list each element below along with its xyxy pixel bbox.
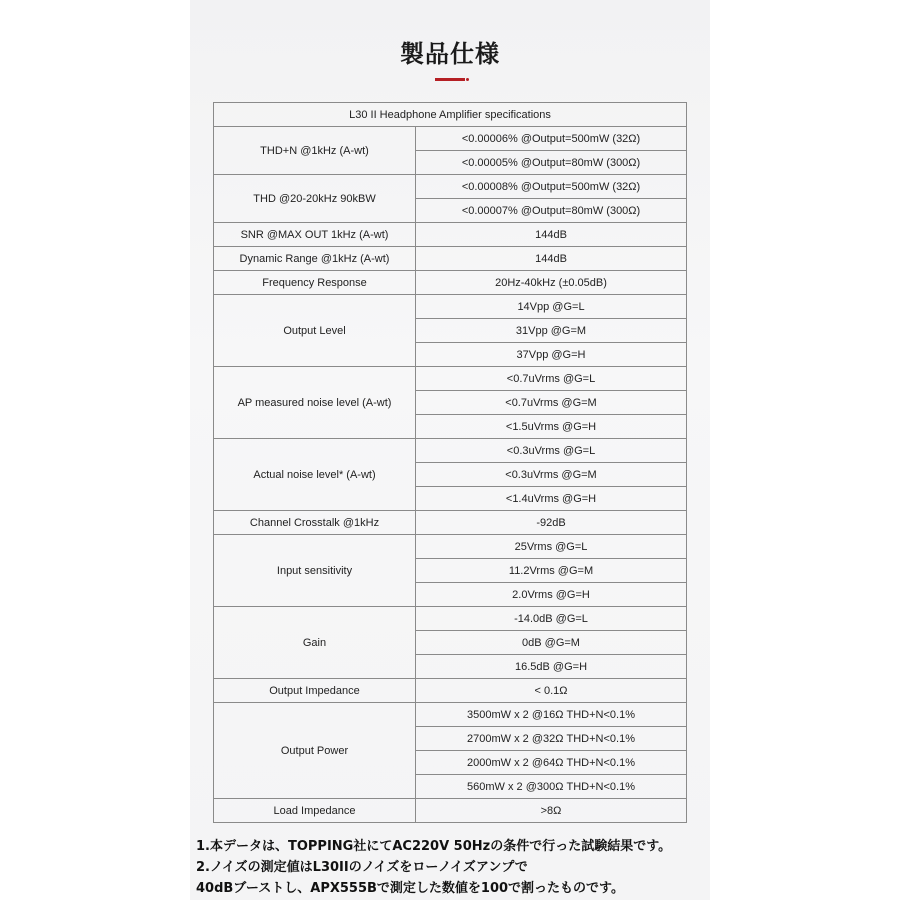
page-title: 製品仕様 — [400, 40, 500, 68]
spec-label: AP measured noise level (A-wt) — [214, 367, 416, 439]
spec-value: -92dB — [416, 511, 687, 535]
spec-value: 16.5dB @G=H — [416, 655, 687, 679]
spec-value: 20Hz-40kHz (±0.05dB) — [416, 271, 687, 295]
spec-label: THD @20-20kHz 90kBW — [214, 175, 416, 223]
spec-label: Output Impedance — [214, 679, 416, 703]
left-margin — [0, 0, 190, 900]
table-row — [214, 511, 687, 535]
spec-value: 2000mW x 2 @64Ω THD+N<0.1% — [416, 751, 687, 775]
spec-value: 2.0Vrms @G=H — [416, 583, 687, 607]
spec-label: Channel Crosstalk @1kHz — [214, 511, 416, 535]
spec-value: <0.3uVrms @G=M — [416, 463, 687, 487]
spec-label: Load Impedance — [214, 799, 416, 823]
title-underline-dot — [466, 78, 469, 81]
table-row — [214, 295, 687, 319]
spec-label: Output Power — [214, 703, 416, 799]
spec-value: <0.00005% @Output=80mW (300Ω) — [416, 151, 687, 175]
spec-value: <1.4uVrms @G=H — [416, 487, 687, 511]
footnote-3: 40dBブーストし、APX555Bで測定した数値を100で割ったものです。 — [196, 881, 625, 896]
spec-label: Frequency Response — [214, 271, 416, 295]
spec-table — [213, 102, 687, 823]
spec-label: Gain — [214, 607, 416, 679]
title-underline — [435, 78, 465, 81]
right-margin — [710, 0, 900, 900]
table-row — [214, 175, 687, 199]
spec-label: Dynamic Range @1kHz (A-wt) — [214, 247, 416, 271]
spec-panel — [190, 0, 710, 900]
spec-value: <0.3uVrms @G=L — [416, 439, 687, 463]
spec-value: 11.2Vrms @G=M — [416, 559, 687, 583]
spec-label: Input sensitivity — [214, 535, 416, 607]
spec-value: 31Vpp @G=M — [416, 319, 687, 343]
spec-value: 0dB @G=M — [416, 631, 687, 655]
table-row — [214, 607, 687, 631]
spec-label: Output Level — [214, 295, 416, 367]
footnote-2: 2.ノイズの測定値はL30IIのノイズをローノイズアンプで — [196, 860, 528, 875]
table-row — [214, 247, 687, 271]
table-row — [214, 799, 687, 823]
spec-label: SNR @MAX OUT 1kHz (A-wt) — [214, 223, 416, 247]
spec-value: 37Vpp @G=H — [416, 343, 687, 367]
spec-value: <0.00008% @Output=500mW (32Ω) — [416, 175, 687, 199]
spec-value: <0.7uVrms @G=L — [416, 367, 687, 391]
spec-value: <0.00007% @Output=80mW (300Ω) — [416, 199, 687, 223]
table-row — [214, 271, 687, 295]
spec-value: 3500mW x 2 @16Ω THD+N<0.1% — [416, 703, 687, 727]
spec-value: 560mW x 2 @300Ω THD+N<0.1% — [416, 775, 687, 799]
spec-label: THD+N @1kHz (A-wt) — [214, 127, 416, 175]
spec-value: 2700mW x 2 @32Ω THD+N<0.1% — [416, 727, 687, 751]
footnotes — [196, 836, 706, 899]
table-row — [214, 679, 687, 703]
spec-value: >8Ω — [416, 799, 687, 823]
spec-value: -14.0dB @G=L — [416, 607, 687, 631]
table-row — [214, 367, 687, 391]
table-header-row — [214, 103, 687, 127]
table-row — [214, 439, 687, 463]
spec-value: 144dB — [416, 223, 687, 247]
table-row — [214, 127, 687, 151]
spec-value: 25Vrms @G=L — [416, 535, 687, 559]
spec-label: Actual noise level* (A-wt) — [214, 439, 416, 511]
spec-value: 14Vpp @G=L — [416, 295, 687, 319]
table-row — [214, 223, 687, 247]
footnote-1: 1.本データは、TOPPING社にてAC220V 50Hzの条件で行った試験結果です。 — [196, 839, 672, 854]
table-row — [214, 535, 687, 559]
spec-value: <1.5uVrms @G=H — [416, 415, 687, 439]
spec-value: < 0.1Ω — [416, 679, 687, 703]
spec-value: 144dB — [416, 247, 687, 271]
table-row — [214, 703, 687, 727]
spec-value: <0.7uVrms @G=M — [416, 391, 687, 415]
spec-value: <0.00006% @Output=500mW (32Ω) — [416, 127, 687, 151]
table-header: L30 II Headphone Amplifier specifications — [214, 103, 687, 127]
